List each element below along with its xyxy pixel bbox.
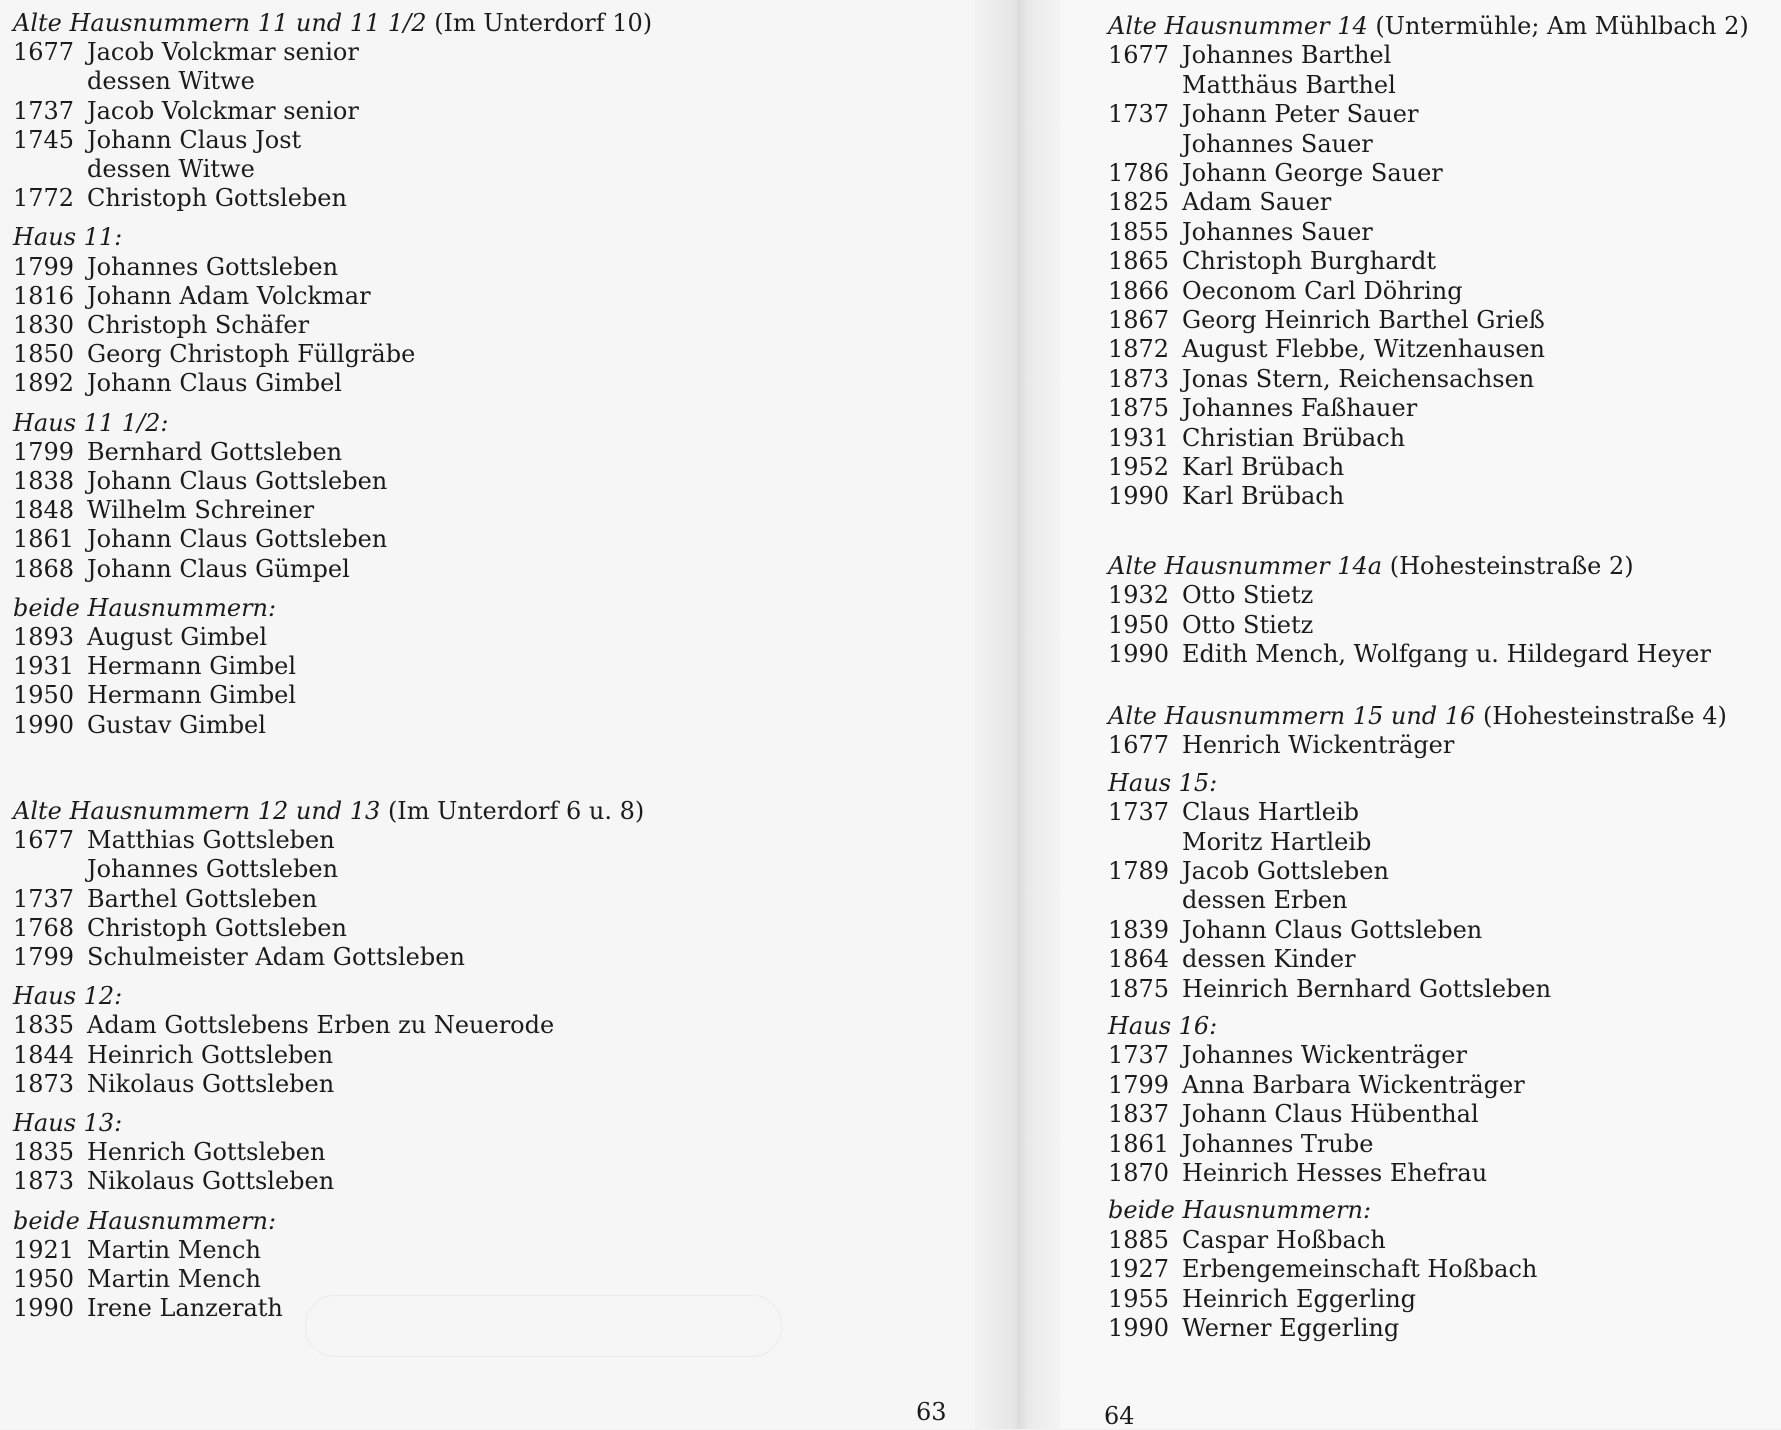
owner-year: 1921 <box>13 1235 75 1264</box>
owner-row <box>13 884 317 914</box>
group-label: Haus 16: <box>1108 1012 1218 1040</box>
owner-row <box>1108 1254 1537 1284</box>
owner-year: 1931 <box>1108 423 1170 452</box>
owner-row <box>13 913 347 943</box>
owner-row <box>1108 276 1463 306</box>
owner-name: Johann Claus Gümpel <box>87 554 350 583</box>
owner-name: Martin Mench <box>87 1235 261 1264</box>
owner-year: 1835 <box>13 1011 75 1040</box>
owner-name: Matthäus Barthel <box>1182 70 1396 99</box>
owner-name: Johannes Sauer <box>1182 129 1373 158</box>
pencil-mark <box>305 1295 782 1357</box>
owner-name: Jacob Volckmar senior <box>87 96 359 125</box>
owner-row <box>1108 1070 1525 1100</box>
owner-row <box>1108 974 1551 1004</box>
owner-row <box>13 1069 334 1099</box>
owner-name: Jonas Stern, Reichensachsen <box>1182 364 1535 393</box>
owner-year: 1868 <box>13 554 75 583</box>
owner-row <box>13 1137 325 1167</box>
owner-year: 1837 <box>1108 1100 1170 1129</box>
page-number-left: 63 <box>916 1398 947 1426</box>
owner-name: Johannes Sauer <box>1182 217 1373 246</box>
group-label: beide Hausnummern: <box>13 593 277 622</box>
owner-year: 1950 <box>13 681 75 710</box>
owner-row <box>13 942 465 972</box>
owner-name: Georg Heinrich Barthel Grieß <box>1182 306 1545 334</box>
owner-row <box>1108 797 1359 827</box>
owner-year: 1768 <box>13 913 75 942</box>
owner-row <box>1108 1225 1386 1255</box>
owner-row <box>13 1040 333 1070</box>
owner-name: Johann Claus Gimbel <box>87 369 342 398</box>
owner-row <box>1108 99 1418 129</box>
owner-row <box>1108 305 1545 335</box>
owner-year: 1799 <box>13 943 75 971</box>
owner-year: 1893 <box>13 623 75 651</box>
owner-name: dessen Kinder <box>1182 945 1356 974</box>
owner-year: 1848 <box>13 496 75 525</box>
owner-name: Johann Claus Jost <box>87 125 302 154</box>
group-label: Haus 11 1/2: <box>13 408 169 437</box>
owner-name: Johann Claus Gottsleben <box>87 525 388 554</box>
owner-row <box>13 622 267 652</box>
owner-row <box>1108 1129 1373 1159</box>
owner-row <box>1108 246 1436 276</box>
owner-name: dessen Erben <box>1182 886 1348 915</box>
owner-year: 1677 <box>13 38 75 67</box>
owner-year: 1873 <box>13 1167 75 1196</box>
owner-year: 1990 <box>1108 640 1170 669</box>
owner-name: Caspar Hoßbach <box>1182 1225 1386 1254</box>
owner-name: Heinrich Hesses Ehefrau <box>1182 1159 1488 1187</box>
owner-name: Otto Stietz <box>1182 610 1314 639</box>
owner-year: 1861 <box>13 525 75 554</box>
group-label: beide Hausnummern: <box>13 1206 277 1235</box>
page-number-right: 64 <box>1104 1402 1135 1430</box>
owner-year: 1990 <box>13 710 75 739</box>
owner-row <box>1108 639 1711 669</box>
owner-name: Karl Brübach <box>1182 453 1345 481</box>
owner-year: 1952 <box>1108 453 1170 481</box>
owner-name: Adam Gottslebens Erben zu Neuerode <box>87 1011 555 1040</box>
owner-name: Werner Eggerling <box>1182 1314 1400 1342</box>
owner-row <box>13 1293 283 1323</box>
section-heading <box>13 8 652 38</box>
owner-year: 1677 <box>1108 731 1170 760</box>
owner-name: Johannes Gottsleben <box>87 855 339 884</box>
section-heading-address: (Hohesteinstraße 2) <box>1382 552 1634 580</box>
owner-row <box>1108 481 1344 511</box>
owner-year: 1816 <box>13 281 75 310</box>
owner-name: Christian Brübach <box>1182 423 1406 452</box>
owner-row <box>1108 423 1405 453</box>
owner-row <box>1108 187 1331 217</box>
owner-row <box>1108 1284 1416 1314</box>
owner-row <box>13 495 314 525</box>
owner-year: 1737 <box>13 96 75 125</box>
owner-year: 1835 <box>13 1138 75 1167</box>
group-label: beide Hausnummern: <box>1108 1196 1372 1225</box>
owner-row <box>13 368 342 398</box>
section-heading-italic: Alte Hausnummern 15 und 16 <box>1108 702 1476 730</box>
owner-row <box>13 310 309 340</box>
owner-name: Nikolaus Gottsleben <box>87 1069 335 1098</box>
owner-name: Johann Adam Volckmar <box>87 281 371 310</box>
owner-year: 1931 <box>13 652 75 681</box>
owner-year: 1875 <box>1108 974 1170 1003</box>
owner-name: Christoph Burghardt <box>1182 247 1437 276</box>
owner-name: Johann Claus Gottsleben <box>1182 915 1483 944</box>
owner-row <box>1108 158 1443 188</box>
owner-name: Wilhelm Schreiner <box>87 496 315 525</box>
owner-row <box>1108 885 1348 915</box>
owner-row <box>13 710 266 740</box>
owner-year: 1873 <box>1108 364 1170 393</box>
owner-year: 1677 <box>13 826 75 855</box>
owner-name: Henrich Gottsleben <box>87 1138 326 1167</box>
owner-year: 1927 <box>1108 1255 1170 1284</box>
owner-row <box>1108 1158 1487 1188</box>
owner-row <box>1108 393 1417 423</box>
owner-row <box>1108 1099 1479 1129</box>
owner-year: 1786 <box>1108 159 1170 187</box>
owner-name: Georg Christoph Füllgräbe <box>87 340 416 369</box>
owner-year: 1850 <box>13 340 75 369</box>
section-heading <box>1108 11 1749 41</box>
owner-name: Martin Mench <box>87 1265 261 1293</box>
section-heading-address: (Hohesteinstraße 4) <box>1475 702 1727 730</box>
owner-year: 1950 <box>1108 610 1170 639</box>
owner-name: Johannes Barthel <box>1182 41 1392 70</box>
owner-row <box>1108 1040 1467 1070</box>
section-heading <box>13 796 644 826</box>
owner-row <box>1108 1313 1399 1343</box>
owner-year: 1990 <box>1108 482 1170 511</box>
owner-name: Moritz Hartleib <box>1182 827 1372 856</box>
owner-year: 1870 <box>1108 1159 1170 1187</box>
owner-name: Irene Lanzerath <box>87 1294 283 1323</box>
owner-year: 1867 <box>1108 306 1170 334</box>
owner-year: 1745 <box>13 125 75 154</box>
owner-name: August Flebbe, Witzenhausen <box>1182 335 1545 364</box>
owner-year: 1839 <box>1108 915 1170 944</box>
group-label: Haus 13: <box>13 1109 123 1137</box>
owner-name: Karl Brübach <box>1182 482 1345 511</box>
owner-row <box>13 281 371 311</box>
owner-row <box>1108 730 1454 760</box>
owner-row <box>13 1166 334 1196</box>
section-heading <box>1108 701 1727 731</box>
owner-row <box>1108 70 1396 100</box>
owner-row <box>1108 856 1389 886</box>
section-heading-italic: Alte Hausnummern 11 und 11 1/2 <box>13 9 427 37</box>
owner-year: 1875 <box>1108 394 1170 423</box>
section-heading-italic: Alte Hausnummern 12 und 13 <box>13 797 381 825</box>
owner-year: 1872 <box>1108 335 1170 364</box>
owner-row <box>13 183 347 213</box>
section-heading-italic: Alte Hausnummer 14a <box>1108 552 1383 580</box>
owner-name: Bernhard Gottsleben <box>87 437 343 466</box>
owner-name: Christoph Gottsleben <box>87 913 347 942</box>
section-heading-address: (Untermühle; Am Mühlbach 2) <box>1367 12 1749 40</box>
owner-row <box>1108 915 1482 945</box>
owner-year: 1789 <box>1108 857 1170 885</box>
owner-year: 1864 <box>1108 945 1170 974</box>
owner-name: Johann Peter Sauer <box>1182 100 1419 129</box>
owner-year: 1772 <box>13 184 75 213</box>
owner-year: 1844 <box>13 1040 75 1069</box>
owner-name: Heinrich Bernhard Gottsleben <box>1182 974 1552 1003</box>
owner-name: dessen Witwe <box>87 67 255 96</box>
owner-name: Johann George Sauer <box>1182 159 1443 187</box>
owner-row <box>13 1235 261 1265</box>
owner-row <box>13 339 415 369</box>
owner-name: Christoph Gottsleben <box>87 184 347 213</box>
owner-year: 1955 <box>1108 1284 1170 1313</box>
owner-year: 1873 <box>13 1069 75 1098</box>
owner-year: 1990 <box>13 1294 75 1323</box>
group-label: Haus 15: <box>1108 768 1218 797</box>
owner-name: Jacob Volckmar senior <box>87 38 359 67</box>
owner-year: 1950 <box>13 1265 75 1293</box>
section-heading-italic: Alte Hausnummer 14 <box>1108 12 1368 40</box>
owner-year: 1865 <box>1108 247 1170 276</box>
owner-name: Henrich Wickenträger <box>1182 731 1455 760</box>
owner-name: Christoph Schäfer <box>87 311 310 339</box>
owner-name: Johannes Faßhauer <box>1182 394 1418 423</box>
owner-name: Matthias Gottsleben <box>87 826 335 855</box>
owner-year: 1830 <box>13 311 75 339</box>
owner-row <box>1108 452 1344 482</box>
owner-year: 1737 <box>13 884 75 913</box>
owner-row <box>1108 40 1391 70</box>
owner-row <box>13 1010 554 1040</box>
owner-year: 1990 <box>1108 1314 1170 1342</box>
owner-name: Erbengemeinschaft Hoßbach <box>1182 1255 1538 1284</box>
owner-row <box>13 651 296 681</box>
owner-name: Hermann Gimbel <box>87 652 297 681</box>
owner-year: 1825 <box>1108 188 1170 217</box>
owner-year: 1861 <box>1108 1129 1170 1158</box>
section-heading <box>1108 551 1634 581</box>
owner-name: Claus Hartleib <box>1182 798 1360 827</box>
section-heading-address: (Im Unterdorf 10) <box>426 9 653 37</box>
group-label: Haus 12: <box>13 982 123 1011</box>
owner-row <box>1108 129 1373 159</box>
owner-row <box>1108 580 1313 610</box>
owner-row <box>13 466 387 496</box>
owner-year: 1737 <box>1108 100 1170 129</box>
owner-name: Hermann Gimbel <box>87 681 297 710</box>
owner-row <box>13 524 387 554</box>
owner-name: Adam Sauer <box>1182 188 1332 217</box>
owner-year: 1737 <box>1108 1041 1170 1070</box>
owner-year: 1855 <box>1108 217 1170 246</box>
owner-row <box>13 66 255 96</box>
owner-name: Jacob Gottsleben <box>1182 857 1389 885</box>
owner-row <box>13 680 296 710</box>
group-label: Haus 11: <box>13 223 123 252</box>
owner-name: Johann Claus Hübenthal <box>1182 1100 1479 1129</box>
owner-name: Johannes Trube <box>1182 1129 1374 1158</box>
owner-name: Otto Stietz <box>1182 581 1314 610</box>
owner-name: Johann Claus Gottsleben <box>87 467 388 495</box>
owner-row <box>1108 334 1545 364</box>
owner-name: Schulmeister Adam Gottsleben <box>87 943 465 971</box>
owner-row <box>13 854 338 884</box>
owner-row <box>13 825 335 855</box>
owner-name: dessen Witwe <box>87 155 255 183</box>
owner-row <box>1108 610 1313 640</box>
owner-name: Heinrich Gottsleben <box>87 1040 334 1069</box>
owner-name: Edith Mench, Wolfgang u. Hildegard Heyer <box>1182 640 1711 669</box>
owner-year: 1885 <box>1108 1225 1170 1254</box>
owner-name: Nikolaus Gottsleben <box>87 1167 335 1196</box>
owner-row <box>13 37 359 67</box>
owner-row <box>1108 944 1356 974</box>
owner-name: Heinrich Eggerling <box>1182 1284 1417 1313</box>
owner-row <box>1108 217 1373 247</box>
owner-row <box>1108 827 1371 857</box>
owner-year: 1677 <box>1108 41 1170 70</box>
owner-name: Barthel Gottsleben <box>87 884 318 913</box>
section-heading-address: (Im Unterdorf 6 u. 8) <box>380 797 645 825</box>
owner-year: 1799 <box>13 252 75 281</box>
owner-row <box>13 437 342 467</box>
owner-name: Oeconom Carl Döhring <box>1182 276 1463 305</box>
owner-year: 1838 <box>13 467 75 495</box>
owner-row <box>13 125 301 155</box>
owner-name: Gustav Gimbel <box>87 710 266 739</box>
owner-year: 1932 <box>1108 581 1170 610</box>
book-gutter <box>975 0 1060 1429</box>
owner-row <box>13 252 338 282</box>
owner-year: 1892 <box>13 369 75 398</box>
owner-row <box>13 154 255 184</box>
owner-name: Anna Barbara Wickenträger <box>1182 1070 1525 1099</box>
owner-name: Johannes Gottsleben <box>87 252 339 281</box>
owner-year: 1799 <box>13 437 75 466</box>
owner-year: 1799 <box>1108 1070 1170 1099</box>
owner-name: August Gimbel <box>87 623 268 651</box>
owner-year: 1737 <box>1108 798 1170 827</box>
owner-name: Johannes Wickenträger <box>1182 1041 1467 1070</box>
owner-year: 1866 <box>1108 276 1170 305</box>
owner-row <box>13 554 350 584</box>
owner-row <box>1108 364 1534 394</box>
owner-row <box>13 96 359 126</box>
owner-row <box>13 1264 261 1294</box>
